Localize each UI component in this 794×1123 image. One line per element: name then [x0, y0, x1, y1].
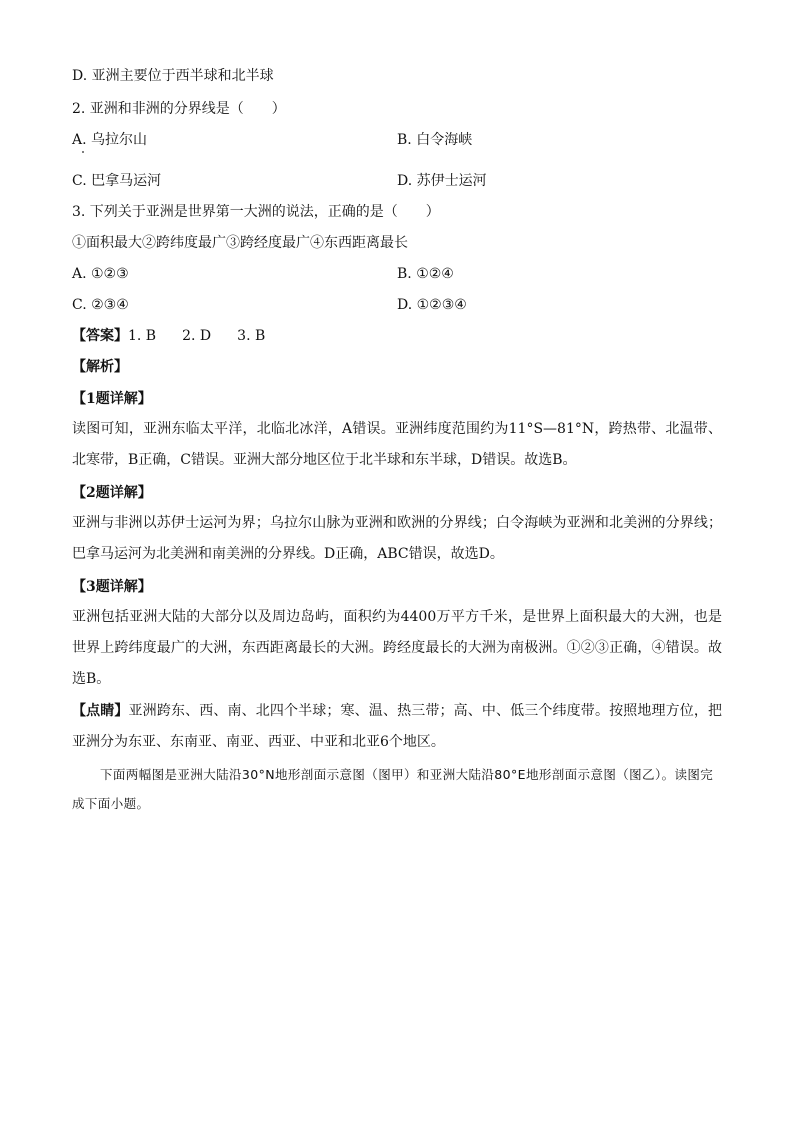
q3-stem: 3. 下列关于亚洲是世界第一大洲的说法，正确的是（ ） [72, 204, 440, 220]
q1-detail-text: 读图可知，亚洲东临太平洋，北临北冰洋，A错误。亚洲纬度范围约为11°S—81°N，跨热带、北温带、北寒带，B正确，C错误。亚洲大部分地区位于北半球和东半球，D错误。故选B。 [72, 421, 722, 468]
answer-line [72, 326, 265, 346]
answer-item-1: 1. B [128, 328, 157, 344]
q3-option-a: A. ①②③ [72, 266, 129, 282]
q3-option-c: C. ②③④ [72, 297, 129, 313]
q1-detail-title: 【1题详解】 [72, 391, 152, 407]
tip-block [72, 696, 722, 758]
tip-text: 亚洲跨东、西、南、北四个半球；寒、温、热三带；高、中、低三个纬度带。按照地理方位，把亚洲分为东亚、东南亚、南亚、西亚、中亚和北亚6个地区。 [72, 703, 723, 750]
q2-option-b: B. 白令海峡 [397, 132, 473, 148]
q2-detail-text: 亚洲与非洲以苏伊士运河为界；乌拉尔山脉为亚洲和欧洲的分界线；白令海峡为亚洲和北美洲的分界线；巴拿马运河为北美洲和南美洲的分界线。D正确，ABC错误，故选D。 [72, 515, 722, 562]
q3-detail-text: 亚洲包括亚洲大陆的大部分以及周边岛屿，面积约为4400万平方千米，是世界上面积最大的大洲，也是世界上跨纬度最广的大洲，东西距离最长的大洲。跨经度最长的大洲为南极洲。①②③正确，④错误。故选B。 [72, 609, 722, 687]
q2-option-a: A. 乌拉尔山 [72, 132, 148, 148]
q3-option-b: B. ①②④ [397, 266, 454, 282]
answer-label: 【答案】 [72, 328, 128, 344]
next-question-intro: 下面两幅图是亚洲大陆沿30°N地形剖面示意图（图甲）和亚洲大陆沿80°E地形剖面示意图（图乙）。读图完成下面小题。 [72, 767, 714, 811]
q2-option-c: C. 巴拿马运河 [72, 173, 162, 189]
q2-detail-title: 【2题详解】 [72, 485, 152, 501]
tip-label: 【点睛】 [72, 703, 129, 719]
q3-option-d: D. ①②③④ [397, 297, 467, 313]
q3-statements: ①面积最大②跨纬度最广③跨经度最广④东西距离最长 [72, 235, 408, 251]
stray-dot [82, 151, 84, 153]
q3-detail-title: 【3题详解】 [72, 579, 152, 595]
answer-item-3: 3. B [237, 328, 266, 344]
q2-option-d: D. 苏伊士运河 [397, 173, 487, 189]
q2-stem: 2. 亚洲和非洲的分界线是（ ） [72, 101, 286, 117]
answer-item-2: 2. D [182, 328, 212, 344]
analysis-label: 【解析】 [72, 359, 128, 375]
q1-option-d: D. 亚洲主要位于西半球和北半球 [72, 68, 274, 84]
